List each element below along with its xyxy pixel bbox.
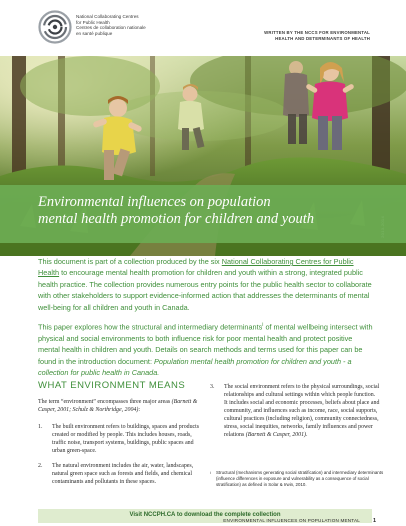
intro-2-text-a: This paper explores how the structural and intermediary determinants <box>38 322 263 332</box>
visit-link[interactable]: Visit NCCPH.CA to download the complete collection <box>129 512 281 518</box>
list-number: 1. <box>38 424 43 430</box>
footnote <box>210 470 386 488</box>
document-title-line1: Environmental influences on population <box>38 194 271 210</box>
section-lead-text: The term “environment” encompasses three major areas <box>38 399 172 405</box>
document-title-line2: mental health promotion for children and youth <box>38 211 315 227</box>
org-name-en-line2: for Public Health <box>76 19 110 25</box>
list-item-built-environment <box>38 423 204 455</box>
section-lead-colon: : <box>138 407 140 413</box>
footnote-text: Structural (mechanisms generating social stratification) and intermediary determinants (influence differences in exposure and vulnerability as a consequence of social stratification) as defined in Solar & Irwin, 2010. <box>216 470 384 487</box>
org-name-en-line1: National Collaborating Centres <box>76 14 139 19</box>
header <box>0 0 406 56</box>
section-heading: WHAT ENVIRONMENT MEANS <box>38 380 186 391</box>
footnote-mark: i <box>210 471 211 475</box>
intro-1-text-a: This document is part of a collection produced by the six <box>38 257 222 266</box>
list-item-social-environment <box>210 383 380 439</box>
list-item-period: . <box>305 432 308 438</box>
intro-2-text-b: of mental wellbeing intersect with physical and social environments to both influence risk for poor mental health and protect positive mental health in children and youth. Details on search methods and terms used for this paper can be found in the introduction document: <box>38 322 373 366</box>
org-name-fr-line2: en santé publique <box>76 30 113 36</box>
nccph-link[interactable]: National Collaborating Centres for Public Health <box>38 257 354 278</box>
page-number: 1 <box>372 518 376 524</box>
right-column <box>210 383 380 439</box>
section-lead <box>38 398 204 414</box>
written-by-line2: HEALTH AND DETERMINANTS OF HEALTH <box>275 35 370 41</box>
document-title <box>38 194 378 228</box>
org-name-fr-line1: Centres de collaboration nationale <box>76 25 146 31</box>
list-item-text: The natural environment includes the air, water, landscapes, natural green space such as forests and fields, and chemical contaminants and pollutants in these spaces. <box>52 463 194 485</box>
org-name <box>76 14 186 36</box>
running-footer-title <box>223 518 360 524</box>
list-number: 2. <box>38 463 43 469</box>
list-item-natural-environment <box>38 462 204 486</box>
intro-1-text-b: to encourage mental health promotion for children and youth within a strong, integrated public health practice. The collection provides numerous entry points for the public health sector to collaborate with other stakeholders to support evidence-informed action that addresses the determinants of mental well-being for all children and youth in Canada. <box>38 268 372 312</box>
footnote-ref: i <box>262 322 264 328</box>
list-item-citation: (Barnett & Casper, 2001) <box>245 432 306 438</box>
running-footer-line1: ENVIRONMENTAL INFLUENCES ON POPULATION MENTAL <box>223 518 360 523</box>
left-column <box>38 380 204 486</box>
list-number: 3. <box>210 384 215 390</box>
list-item-text: The social environment refers to the physical surroundings, social relationships and cultural settings within which people function. It includes social and economic processes, beliefs about place and community, and influences such as income, race, social supports, cultural practices (including religion), community connectedness, stress, social inequities, networks, family influences and power relations <box>224 384 380 438</box>
intro-2-doc-title: Population mental health promotion for children and youth - a collection for public health in Canada. <box>38 356 352 378</box>
nccph-logo-icon <box>38 10 72 44</box>
written-by <box>230 30 370 41</box>
section-lead-citation: (Barnett & Casper, 2001; Schulz & Northridge, 2004) <box>38 399 198 413</box>
list-item-text: The built environment refers to buildings, spaces and products created or modified by people. This includes houses, roads, traffic noise, transport systems, buildings, public spaces and urban green-space. <box>52 424 200 454</box>
intro-paragraph-2 <box>38 320 374 378</box>
intro-paragraph-1 <box>38 256 374 313</box>
written-by-line1: WRITTEN BY THE NCCS FOR ENVIRONMENTAL <box>264 30 370 35</box>
